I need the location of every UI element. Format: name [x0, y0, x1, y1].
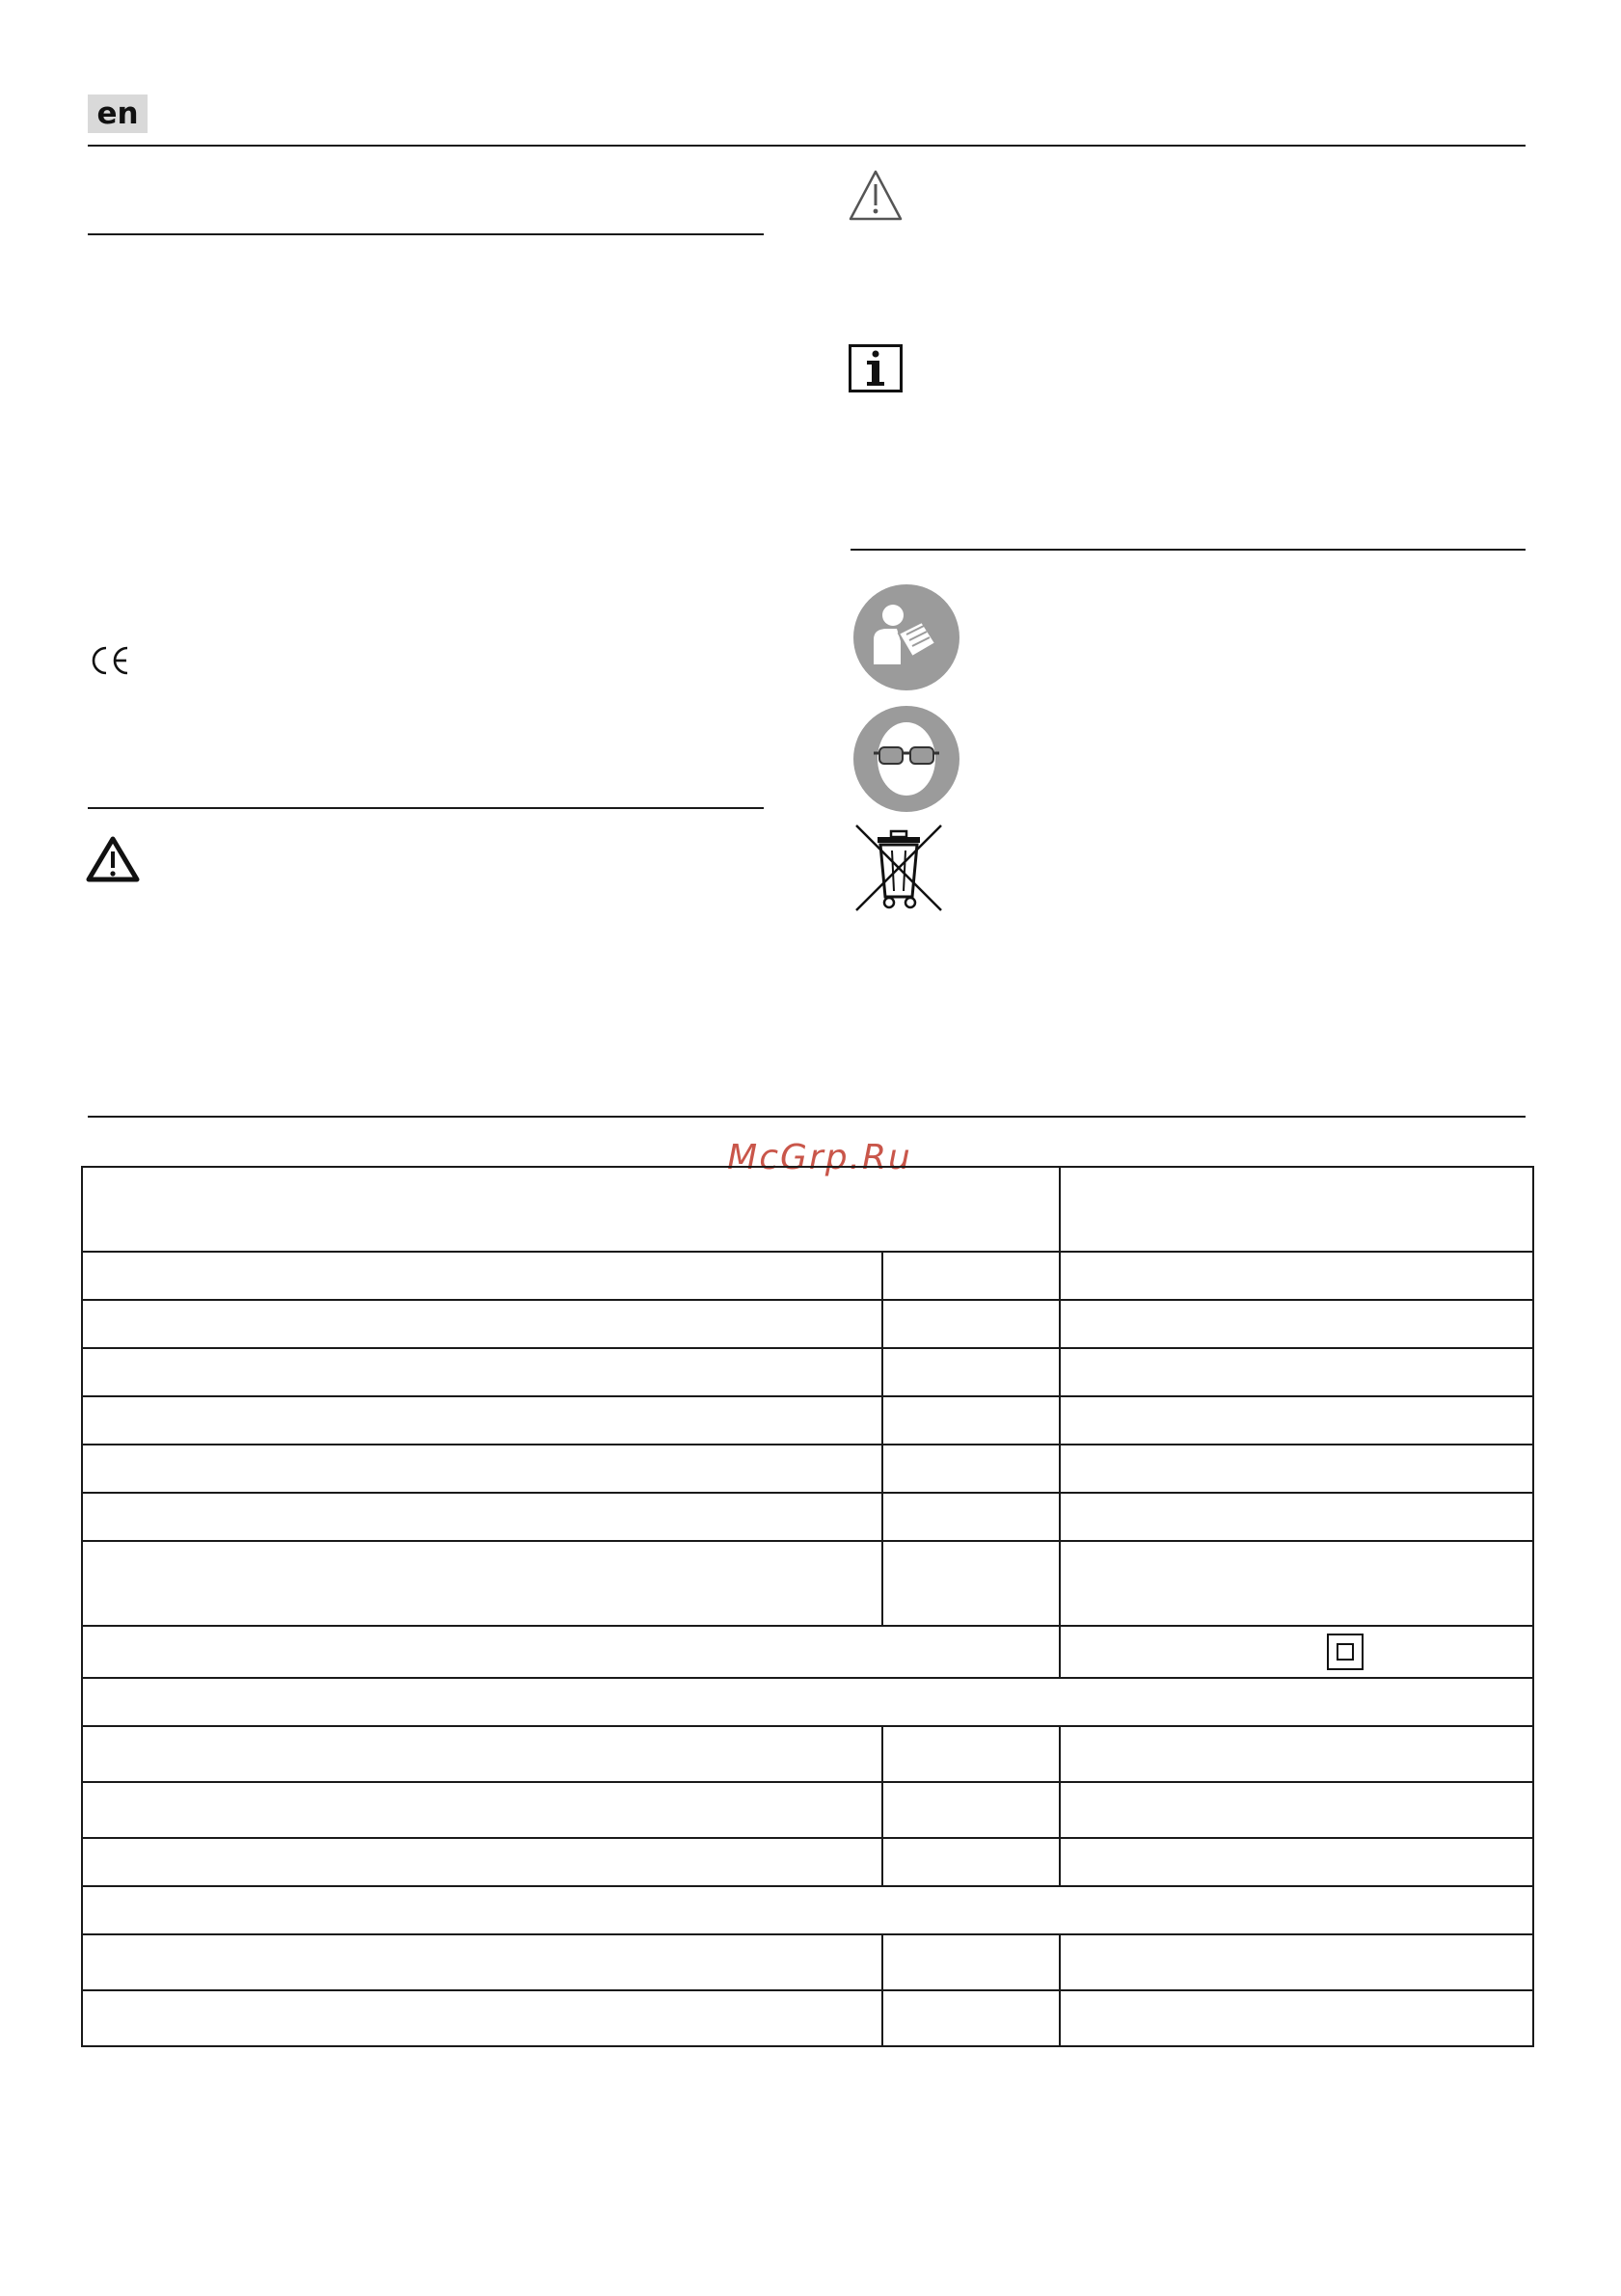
table-row — [82, 1445, 1533, 1493]
table-row — [82, 1300, 1533, 1348]
table-header-cell — [82, 1167, 1060, 1252]
table-row — [82, 1726, 1533, 1782]
table-section-row — [82, 1678, 1533, 1726]
table-row — [82, 1934, 1533, 1990]
crossed-out-bin-icon — [852, 822, 945, 914]
table-row — [82, 1541, 1533, 1626]
protection-class-row — [82, 1626, 1533, 1678]
info-icon — [849, 344, 903, 392]
read-manual-icon — [852, 583, 960, 691]
eye-protection-icon — [852, 705, 960, 813]
left-section-rule-2 — [88, 807, 764, 809]
table-row — [82, 1396, 1533, 1445]
watermark: McGrp.Ru — [727, 1138, 912, 1177]
caution-triangle-icon — [849, 169, 903, 223]
technical-data-table — [81, 1166, 1534, 2047]
class-ii-double-insulation-icon — [1327, 1634, 1364, 1670]
table-row — [82, 1838, 1533, 1886]
right-section-rule — [851, 549, 1526, 551]
table-row — [82, 1348, 1533, 1396]
table-row — [82, 1782, 1533, 1838]
table-row — [82, 1990, 1533, 2046]
left-section-rule-1 — [88, 233, 764, 235]
warning-triangle-icon — [86, 835, 140, 883]
table-row — [82, 1252, 1533, 1300]
language-tag: en — [88, 95, 148, 133]
table-section-row — [82, 1886, 1533, 1934]
table-top-rule — [88, 1116, 1526, 1118]
table-header-row — [82, 1167, 1533, 1252]
header-rule — [88, 145, 1526, 147]
ce-mark-icon — [87, 644, 133, 677]
table-header-model-cell — [1060, 1167, 1533, 1252]
table-row — [82, 1493, 1533, 1541]
